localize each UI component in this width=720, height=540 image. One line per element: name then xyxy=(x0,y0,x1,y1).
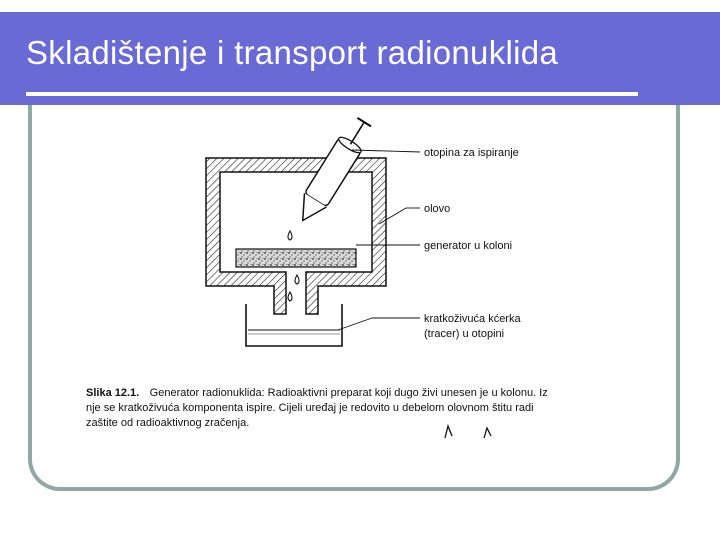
pen-mark-1 xyxy=(445,426,452,438)
drop-3 xyxy=(288,292,292,301)
drop-1 xyxy=(288,231,292,240)
label-generator-column: generator u koloni xyxy=(424,240,513,252)
drop-2 xyxy=(295,275,299,284)
figure-caption-label: Slika 12.1. xyxy=(86,387,140,399)
generator-column xyxy=(236,249,356,267)
label-rinse-solution: otopina za ispiranje xyxy=(424,147,519,159)
label-lead: olovo xyxy=(424,203,451,215)
figure-caption-text1: Generator radionuklida: Radioaktivni preparat koji dugo živi unesen je u kolonu. Iz xyxy=(149,387,548,399)
slide-title: Skladištenje i transport radionuklida xyxy=(26,34,559,71)
leader-daughter xyxy=(338,318,372,330)
label-daughter-line2: (tracer) u otopini xyxy=(424,328,505,340)
leader-rinse xyxy=(352,150,420,152)
figure-caption-line3: zaštite od radioaktivnog zračenja. xyxy=(86,417,250,429)
pen-mark-2 xyxy=(484,428,491,438)
label-daughter-line1: kratkoživuća kćerka xyxy=(424,313,521,325)
figure-caption-line2: nje se kratkoživuća komponenta ispire. Cijeli uređaj je redovito u debelom olovnom štitu radi xyxy=(86,402,534,414)
collection-beaker xyxy=(246,304,342,346)
lead-shield xyxy=(206,158,386,314)
figure-caption-line1 xyxy=(86,383,548,400)
